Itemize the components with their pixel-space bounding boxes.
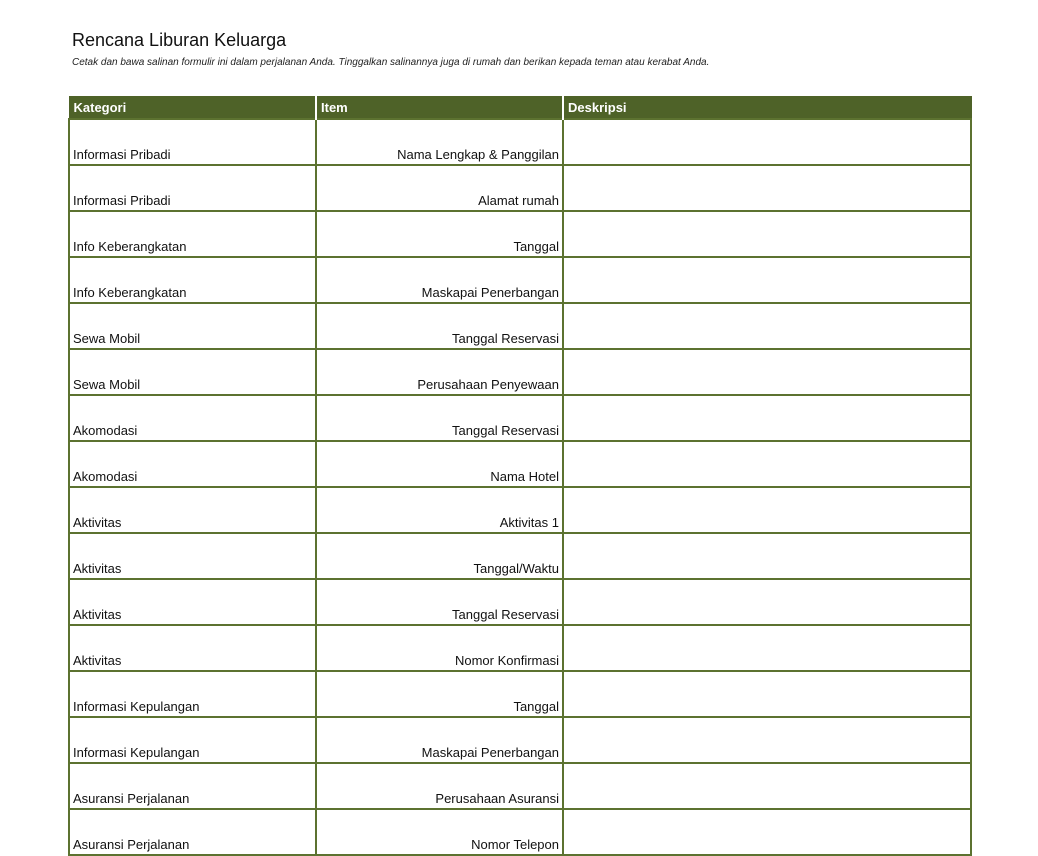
table-row [69,763,971,809]
category-cell: Informasi Pribadi [69,119,316,165]
description-cell[interactable] [563,441,971,487]
description-cell[interactable] [563,257,971,303]
description-cell[interactable] [563,165,971,211]
table-header-row [69,97,971,120]
description-cell[interactable] [563,119,971,165]
description-cell[interactable] [563,349,971,395]
item-cell: Tanggal Reservasi [316,579,563,625]
category-cell: Info Keberangkatan [69,257,316,303]
category-cell: Informasi Kepulangan [69,717,316,763]
table-row [69,165,971,211]
item-cell: Tanggal Reservasi [316,303,563,349]
item-cell: Nama Hotel [316,441,563,487]
category-cell: Aktivitas [69,625,316,671]
item-cell: Tanggal Reservasi [316,395,563,441]
table-row [69,119,971,165]
item-cell: Nomor Telepon [316,809,563,855]
category-cell: Informasi Pribadi [69,165,316,211]
column-header-deskripsi: Deskripsi [563,97,971,120]
description-cell[interactable] [563,211,971,257]
column-header-item: Item [316,97,563,120]
description-cell[interactable] [563,303,971,349]
description-cell[interactable] [563,579,971,625]
table-row [69,441,971,487]
category-cell: Sewa Mobil [69,349,316,395]
page-title: Rencana Liburan Keluarga [72,30,287,50]
description-cell[interactable] [563,625,971,671]
item-cell: Aktivitas 1 [316,487,563,533]
item-cell: Perusahaan Asuransi [316,763,563,809]
category-cell: Sewa Mobil [69,303,316,349]
item-cell: Tanggal [316,211,563,257]
table-row [69,257,971,303]
description-cell[interactable] [563,809,971,855]
item-cell: Alamat rumah [316,165,563,211]
category-cell: Aktivitas [69,533,316,579]
category-cell: Informasi Kepulangan [69,671,316,717]
item-cell: Tanggal/Waktu [316,533,563,579]
table-row [69,717,971,763]
description-cell[interactable] [563,395,971,441]
table-row [69,211,971,257]
table-row [69,533,971,579]
description-cell[interactable] [563,763,971,809]
item-cell: Maskapai Penerbangan [316,717,563,763]
item-cell: Nomor Konfirmasi [316,625,563,671]
category-cell: Akomodasi [69,441,316,487]
table-row [69,349,971,395]
item-cell: Perusahaan Penyewaan [316,349,563,395]
description-cell[interactable] [563,717,971,763]
table-row [69,671,971,717]
category-cell: Asuransi Perjalanan [69,763,316,809]
table-row [69,625,971,671]
category-cell: Aktivitas [69,579,316,625]
table-row [69,303,971,349]
table-row [69,809,971,855]
item-cell: Tanggal [316,671,563,717]
category-cell: Aktivitas [69,487,316,533]
item-cell: Nama Lengkap & Panggilan [316,119,563,165]
column-header-kategori: Kategori [69,97,316,120]
page-subtitle: Cetak dan bawa salinan formulir ini dalam perjalanan Anda. Tinggalkan salinannya juga di rumah dan berikan kepada teman atau kerabat Anda. [72,57,710,68]
description-cell[interactable] [563,533,971,579]
category-cell: Akomodasi [69,395,316,441]
table-body [69,119,971,855]
item-cell: Maskapai Penerbangan [316,257,563,303]
description-cell[interactable] [563,487,971,533]
table-row [69,487,971,533]
description-cell[interactable] [563,671,971,717]
table-row [69,579,971,625]
category-cell: Info Keberangkatan [69,211,316,257]
table-row [69,395,971,441]
category-cell: Asuransi Perjalanan [69,809,316,855]
vacation-plan-table [68,96,972,856]
